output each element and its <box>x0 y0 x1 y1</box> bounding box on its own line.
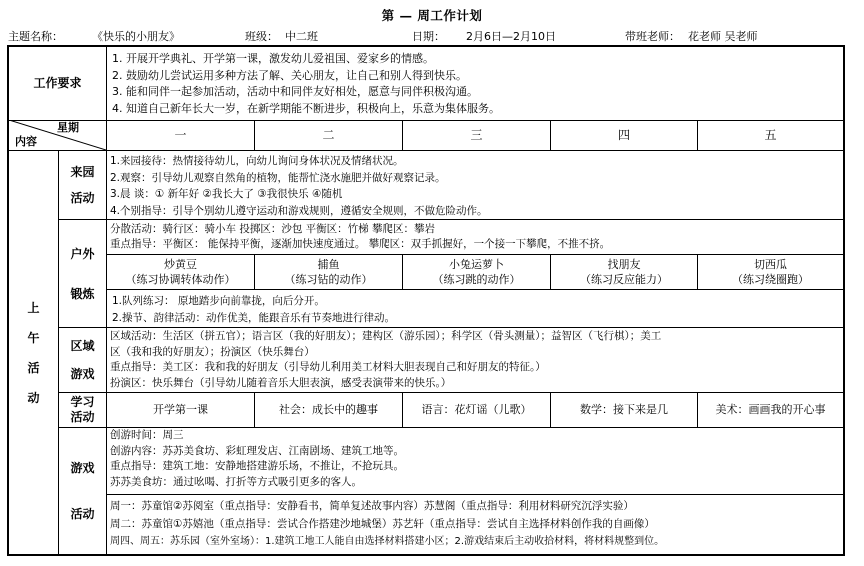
date-value: 2月6日—2月10日 <box>466 30 556 43</box>
outdoor-game-1 <box>107 255 254 289</box>
game-name: 切西瓜 <box>754 258 787 271</box>
game-goal: （练习钻的动作） <box>284 273 373 286</box>
play-content <box>110 428 841 494</box>
area-label-2: 游戏 <box>70 367 95 381</box>
requirements-label: 工作要求 <box>33 75 82 90</box>
schedule-line: 周二：苏童馆①苏嬉池（重点指导：尝试合作搭建沙地城堡）苏艺轩（重点指导：尝试自主选择材料创作我的自画像） <box>110 518 655 530</box>
arrival-line: 2.观察：引导幼儿观察自然角的植物，能帮忙浇水施肥并做好观察记录。 <box>110 171 446 184</box>
outdoor-zone-line: 重点指导：平衡区： 能保持平衡，逐渐加快速度通过。 攀爬区：双手抓握好，一个接一下攀爬，不推不挤。 <box>110 238 611 250</box>
outdoor-exercise-content <box>112 293 840 327</box>
day-monday: 一 <box>174 127 187 142</box>
arrival-content <box>110 153 840 219</box>
class-value: 中二班 <box>285 30 318 43</box>
outdoor-game-2 <box>255 255 402 289</box>
game-name: 捕鱼 <box>317 258 340 271</box>
theme-label: 主题名称： <box>8 30 63 43</box>
day-thursday: 四 <box>617 127 630 142</box>
schedule-line: 周一：苏童馆②苏阅室（重点指导：安静看书，简单复述故事内容）苏慧阁（重点指导：利用材料研究沉浮实验） <box>110 500 634 512</box>
game-name: 找朋友 <box>607 258 641 271</box>
play-line: 创游内容：苏苏美食坊、彩虹理发店、江南剧场、建筑工地等。 <box>110 444 404 457</box>
game-goal: （练习协调转体动作） <box>125 273 236 286</box>
exercise-line: 1.队列练习： 原地踏步向前靠拢，向后分开。 <box>112 295 325 307</box>
page-title: 第 — 周工作计划 <box>381 8 483 23</box>
plan-table <box>7 45 845 556</box>
requirement-line: 4. 知道自己新年长大一岁，在新学期能不断进步，积极向上，乐意为集体服务。 <box>112 101 500 115</box>
theme-value: 《快乐的小朋友》 <box>92 30 180 43</box>
requirement-line: 2. 鼓励幼儿尝试运用多种方法了解、关心朋友，让自己和别人得到快乐。 <box>112 68 467 82</box>
requirement-line: 1. 开展开学典礼、开学第一课，激发幼儿爱祖国、爱家乡的情感。 <box>112 52 434 65</box>
area-content <box>110 329 841 392</box>
play-line: 重点指导：建筑工地：安静地搭建游乐场，不推让，不抢玩具。 <box>110 460 404 472</box>
requirement-line: 3. 能和同伴一起参加活动，活动中和同伴友好相处，愿意与同伴积极沟通。 <box>112 85 478 98</box>
study-label-1: 学习 <box>70 395 95 409</box>
arrival-line: 1.来园接待：热情接待幼儿，向幼儿询问身体状况及情绪状况。 <box>110 155 404 167</box>
game-name: 炒黄豆 <box>164 258 197 271</box>
corner-weekday-label: 星期 <box>57 121 79 134</box>
outdoor-zone-content <box>110 222 841 254</box>
area-line: 区（我和我的好朋友）；扮演区（快乐舞台） <box>110 345 315 358</box>
area-line: 区域活动：生活区（拼五官）；语言区（我的好朋友）；建构区（游乐园）；科学区（骨头测量）；益智区（飞行棋）；美工 <box>110 330 662 342</box>
outdoor-label-2: 锻炼 <box>70 286 95 301</box>
area-label-1: 区域 <box>70 339 95 353</box>
outdoor-game-5 <box>698 255 843 289</box>
study-item-monday: 开学第一课 <box>153 403 208 417</box>
teacher-value: 花老师 吴老师 <box>688 30 758 43</box>
study-item-wednesday: 语言：花灯谣（儿歌） <box>421 403 532 417</box>
play-label-2: 活动 <box>70 507 95 521</box>
area-line: 重点指导：美工区：我和我的好朋友（引导幼儿利用美工材料大胆表现自己和好朋友的特征。） <box>110 361 546 373</box>
arrival-label-2: 活动 <box>70 191 95 205</box>
morning-activities-label: 上 午 活 动 <box>27 300 40 405</box>
study-item-friday: 美术：画画我的开心事 <box>715 403 826 417</box>
outdoor-label-1: 户外 <box>70 246 95 261</box>
play-schedule <box>110 497 842 553</box>
day-tuesday: 二 <box>322 127 335 142</box>
arrival-line: 3.晨 谈：① 新年好 ②我长大了 ③我很快乐 ④随机 <box>110 188 343 200</box>
teacher-label: 带班老师： <box>625 30 680 43</box>
arrival-line: 4.个别指导：引导个别幼儿遵守运动和游戏规则，遵循安全规则，不做危险动作。 <box>110 204 488 217</box>
area-line: 扮演区：快乐舞台（引导幼儿随着音乐大胆表演，感受表演带来的快乐。） <box>110 376 452 389</box>
study-label-2: 活动 <box>70 410 95 424</box>
class-label: 班级： <box>245 30 278 43</box>
play-line: 苏苏美食坊：通过吆喝、打折等方式吸引更多的客人。 <box>110 475 362 488</box>
study-item-tuesday: 社会：成长中的趣事 <box>279 403 378 417</box>
play-line: 创游时间：周三 <box>110 429 184 441</box>
date-label: 日期： <box>412 30 445 43</box>
game-name: 小兔运萝卜 <box>449 258 504 271</box>
requirements-content <box>112 51 840 119</box>
game-goal: （练习跳的动作） <box>432 273 521 286</box>
play-label-1: 游戏 <box>70 461 95 475</box>
exercise-line: 2.操节、韵律活动：动作优美，能跟音乐有节奏地进行律动。 <box>112 311 396 324</box>
day-friday: 五 <box>764 127 777 142</box>
schedule-line: 周四、周五：苏乐园（室外室场）：1.建筑工地工人能自由选择材料搭建小区；2.游戏结束后主动收拾材料，将材料规整到位。 <box>110 536 665 547</box>
outdoor-game-4 <box>551 255 697 289</box>
outdoor-zone-line: 分散活动：骑行区：骑小车 投掷区：沙包 平衡区：竹梯 攀爬区：攀岩 <box>110 223 436 235</box>
study-item-thursday: 数学：接下来是几 <box>580 403 668 417</box>
outdoor-game-3 <box>403 255 550 289</box>
game-goal: （练习反应能力） <box>580 273 668 286</box>
corner-content-label: 内容 <box>15 135 37 148</box>
game-goal: （练习绕圈跑） <box>732 273 809 286</box>
arrival-label-1: 来园 <box>70 165 95 179</box>
day-wednesday: 三 <box>470 127 483 142</box>
